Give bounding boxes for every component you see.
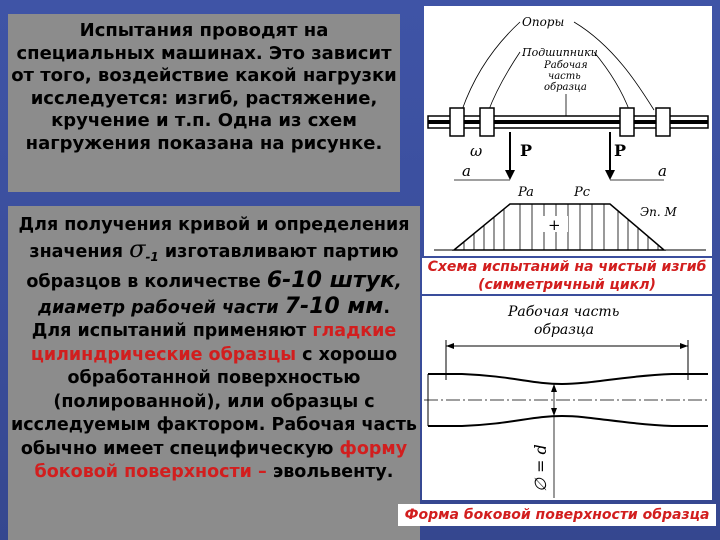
text-fragment: Для испытаний применяют [31, 321, 313, 341]
label-omega: ω [470, 142, 483, 160]
bending-scheme-svg [424, 6, 712, 256]
sigma-symbol: σ [129, 234, 146, 263]
caption-line-1: Схема испытаний на чистый изгиб [427, 259, 707, 275]
label-pa: Pa [518, 185, 534, 200]
text-fragment: эвольвенту. [266, 462, 394, 482]
bearing-left [480, 108, 494, 136]
diameter-arrow-top [551, 384, 557, 392]
diameter-arrow-bottom [551, 408, 557, 416]
surface-shape-highlight: форму боковой поверхности – [34, 438, 408, 482]
sigma-subscript: -1 [145, 249, 159, 264]
label-plus: + [548, 216, 561, 234]
dimension-arrow-left [446, 343, 454, 349]
caption-bending-scheme [422, 258, 712, 294]
smooth-samples-highlight: гладкие цилиндрические образцы [30, 321, 397, 365]
label-bearings: Подшипники [522, 46, 598, 59]
label-working-2: часть [548, 71, 581, 82]
label-p-right: P [614, 141, 627, 160]
caption-line-2: (симметричный цикл) [478, 277, 656, 293]
label-working-1: Рабочая [544, 60, 588, 71]
label-a-left: a [462, 162, 471, 180]
label-pc: Pc [574, 185, 591, 200]
label-working-part-1: Рабочая часть [508, 304, 620, 320]
label-ep-m: Эп. М [640, 205, 677, 219]
text-fragment: . [383, 297, 390, 318]
load-arrowhead-left [505, 170, 515, 180]
text-fragment: , диаметр рабочей части [38, 272, 402, 318]
specimen-outline-top [428, 374, 708, 384]
label-a-right: a [658, 162, 667, 180]
caption-specimen-shape: Форма боковой поверхности образца [398, 504, 716, 526]
support-left [450, 108, 464, 136]
specimen-shape-diagram [422, 296, 712, 500]
label-diameter: ∅ = d [531, 444, 550, 492]
diameter-value: 7-10 мм [284, 293, 384, 319]
sample-count: 6-10 штук [266, 268, 395, 293]
label-working-part-2: образца [534, 322, 595, 338]
text-fragment: Для получения кривой и определения значения [18, 215, 410, 262]
leader-line [594, 52, 630, 112]
load-arrowhead-right [605, 170, 615, 180]
label-working-3: образца [544, 82, 587, 93]
intro-text-box [8, 14, 400, 192]
details-paragraph-1 [8, 214, 420, 320]
specimen-shape-svg [422, 296, 712, 500]
label-p-left: P [520, 141, 533, 160]
bending-scheme-diagram [424, 6, 712, 256]
details-paragraph-2 [8, 320, 420, 485]
label-supports: Опоры [522, 15, 565, 29]
leader-line [488, 52, 520, 112]
details-text-box [8, 206, 420, 540]
specimen-outline-bottom [428, 416, 708, 426]
bearing-right [620, 108, 634, 136]
support-right [656, 108, 670, 136]
dimension-arrow-right [680, 343, 688, 349]
text-fragment: с хорошо обработанной поверхностью (полированной), или образцы с исследуемым фактором. Рабочая часть обычно имеет специфическую [11, 344, 417, 459]
intro-text: Испытания проводят на специальных машинах. Это зависит от того, воздействие какой нагрузки исследуется: изгиб, растяжение, кручение и т.п. Одна из схем нагружения показана на рисунке. [11, 20, 397, 154]
text-fragment: изготавливают партию образцов в количестве [26, 241, 399, 292]
